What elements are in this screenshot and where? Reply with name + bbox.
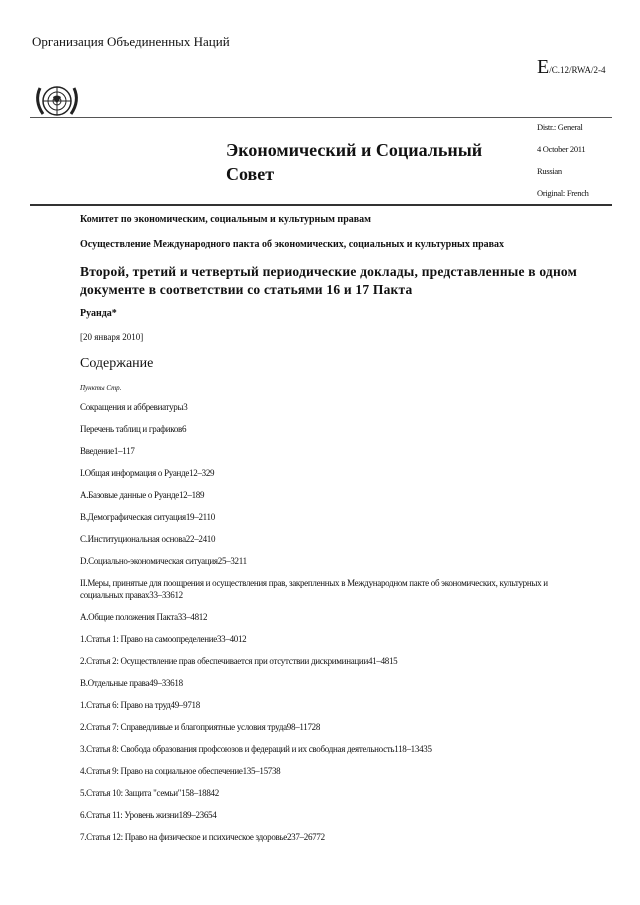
contents-heading: Содержание <box>80 356 154 371</box>
report-title: Второй, третий и четвертый периодические доклады, представленные в одном документе в соответствии со статьями 16 и 17 Пакта <box>80 264 578 297</box>
toc-item[interactable]: 6.Статья 11: Уровень жизни189–23654 <box>80 810 217 820</box>
toc-item[interactable]: Сокращения и аббревиатуры3 <box>80 402 188 412</box>
toc-item[interactable]: 7.Статья 12: Право на физическое и психическое здоровье237–26772 <box>80 832 325 842</box>
toc-item[interactable]: B.Демографическая ситуация19–2110 <box>80 512 215 522</box>
document-body <box>80 213 580 853</box>
toc-item[interactable]: Перечень таблиц и графиков6 <box>80 424 187 434</box>
language: Russian <box>537 166 562 176</box>
implementation-heading: Осуществление Международного пакта об экономических, социальных и культурных правах <box>80 239 505 250</box>
toc-item[interactable]: 2.Статья 2: Осуществление прав обеспечивается при отсутствии дискриминации41–4815 <box>80 656 398 666</box>
toc-item[interactable]: 4.Статья 9: Право на социальное обеспечение135–15738 <box>80 766 281 776</box>
toc-item[interactable]: 2.Статья 7: Справедливые и благоприятные условия труда98–11728 <box>80 722 321 732</box>
table-of-contents <box>80 401 570 843</box>
symbol-letter: E <box>537 56 550 78</box>
toc-item[interactable]: Введение1–117 <box>80 446 135 456</box>
document-symbol <box>537 58 617 79</box>
toc-item[interactable]: D.Социально-экономическая ситуация25–3211 <box>80 556 247 566</box>
org-name: Организация Объединенных Наций <box>32 34 230 49</box>
toc-item[interactable]: 5.Статья 10: Защита "семьи"158–18842 <box>80 788 219 798</box>
divider <box>30 117 612 118</box>
country: Руанда* <box>80 308 117 319</box>
contents-columns: Пункты Стр. <box>80 384 122 392</box>
divider <box>30 204 612 206</box>
un-emblem-icon <box>31 80 83 122</box>
toc-item[interactable]: 3.Статья 8: Свобода образования профсоюзов и федераций и их свободная деятельность118–13435 <box>80 744 432 754</box>
toc-item[interactable]: II.Меры, принятые для поощрения и осуществления прав, закрепленных в Международном пакте об экономических, культурных и социальных правах33–33612 <box>80 578 548 600</box>
council-title: Экономический и Социальный Совет <box>226 140 483 184</box>
toc-item[interactable]: I.Общая информация о Руанде12–329 <box>80 468 215 478</box>
toc-item[interactable]: 1.Статья 1: Право на самоопределение33–4012 <box>80 634 247 644</box>
toc-item[interactable]: 1.Статья 6: Право на труд49–9718 <box>80 700 200 710</box>
toc-item[interactable]: C.Институциональная основа22–2410 <box>80 534 216 544</box>
symbol-code: /C.12/RWA/2-4 <box>549 65 606 75</box>
toc-item[interactable]: A.Общие положения Пакта33–4812 <box>80 612 208 622</box>
toc-item[interactable]: B.Отдельные права49–33618 <box>80 678 183 688</box>
issue-date: 4 October 2011 <box>537 144 586 154</box>
toc-item[interactable]: A.Базовые данные о Руанде12–189 <box>80 490 205 500</box>
distribution: Distr.: General <box>537 122 583 132</box>
committee-heading: Комитет по экономическим, социальным и культурным правам <box>80 214 371 225</box>
report-date: [20 января 2010] <box>80 332 144 342</box>
original-language: Original: French <box>537 188 589 198</box>
